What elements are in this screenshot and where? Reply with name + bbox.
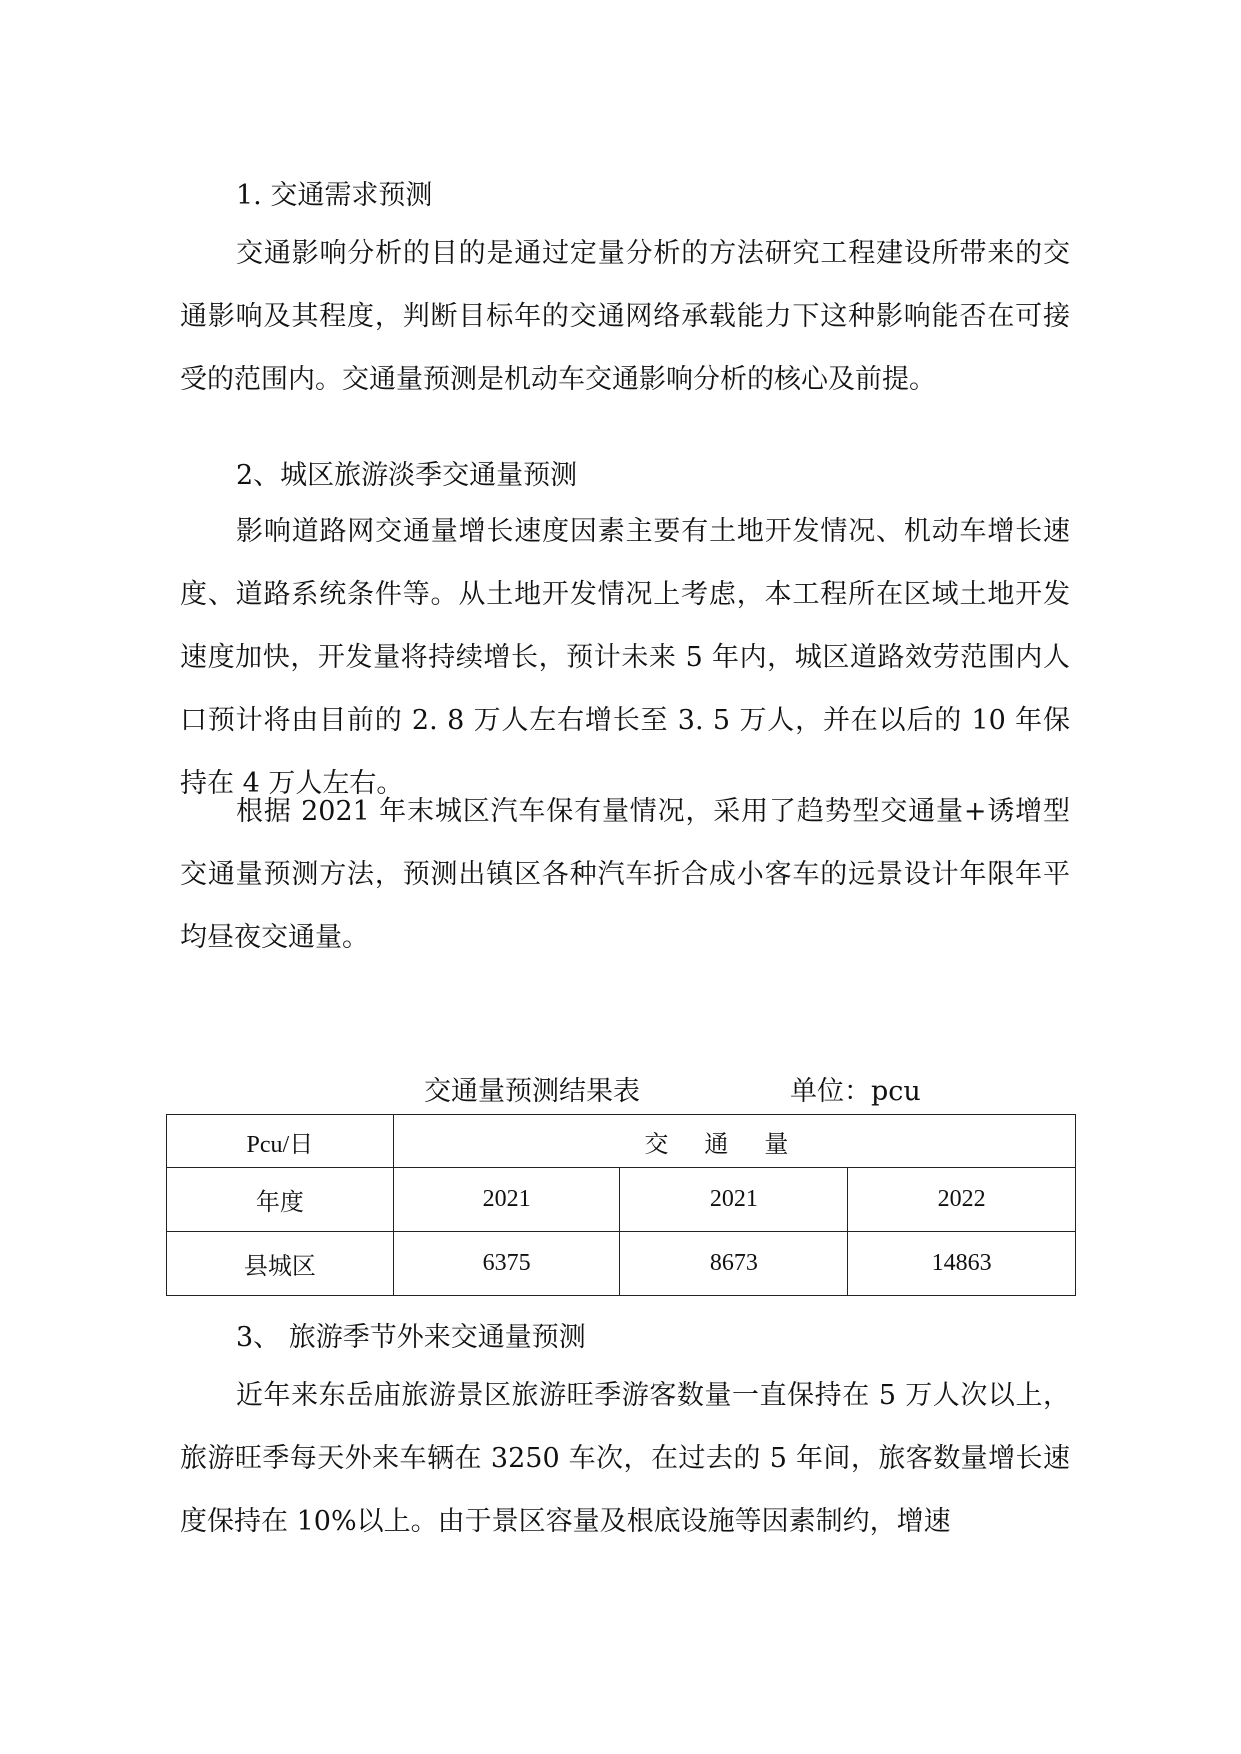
section-3-heading: 3、 旅游季节外来交通量预测 (236, 1322, 586, 1353)
section-1-heading: 1. 交通需求预测 (236, 180, 433, 211)
table-header-row (167, 1115, 1076, 1168)
row-label-cell: 县城区 (167, 1232, 394, 1296)
value-cell: 8673 (620, 1232, 848, 1296)
section-3-paragraph: 近年来东岳庙旅游景区旅游旺季游客数量一直保持在 5 万人次以上，旅游旺季每天外来车辆在 3250 车次，在过去的 5 年间，旅客数量增长速度保持在 10%以上。由于景区容量及根底设施等因素制约，增速 (180, 1380, 1070, 1537)
value-cell: 6375 (393, 1232, 620, 1296)
table-title: 交通量预测结果表 (424, 1076, 640, 1107)
section-2-paragraph-1: 影响道路网交通量增长速度因素主要有土地开发情况、机动车增长速度、道路系统条件等。从土地开发情况上考虑，本工程所在区域土地开发速度加快，开发量将持续增长，预计未来 5 年内，城区道路效劳范围内人口预计将由目前的 2. 8 万人左右增长至 3. 5 万人，并在以后的 10 年保持在 4 万人左右。 (180, 516, 1070, 799)
year-cell: 2021 (620, 1168, 848, 1232)
header-unit-cell: Pcu/日 (167, 1115, 394, 1168)
year-label-cell: 年度 (167, 1168, 394, 1232)
section-2-paragraph-2: 根据 2021 年末城区汽车保有量情况，采用了趋势型交通量+诱增型交通量预测方法，预测出镇区各种汽车折合成小客车的远景设计年限年平均昼夜交通量。 (180, 796, 1070, 953)
year-cell: 2022 (848, 1168, 1076, 1232)
header-traffic-volume-cell: 交通量 (393, 1115, 1075, 1168)
table-year-row (167, 1168, 1076, 1232)
table-unit: 单位：pcu (790, 1076, 921, 1107)
table-data-row (167, 1232, 1076, 1296)
traffic-forecast-table (166, 1114, 1076, 1296)
section-1-paragraph: 交通影响分析的目的是通过定量分析的方法研究工程建设所带来的交通影响及其程度，判断目标年的交通网络承载能力下这种影响能否在可接受的范围内。交通量预测是机动车交通影响分析的核心及前提。 (180, 238, 1070, 395)
section-2-heading: 2、城区旅游淡季交通量预测 (236, 460, 578, 491)
year-cell: 2021 (393, 1168, 620, 1232)
table-caption (0, 1072, 1241, 1112)
value-cell: 14863 (848, 1232, 1076, 1296)
